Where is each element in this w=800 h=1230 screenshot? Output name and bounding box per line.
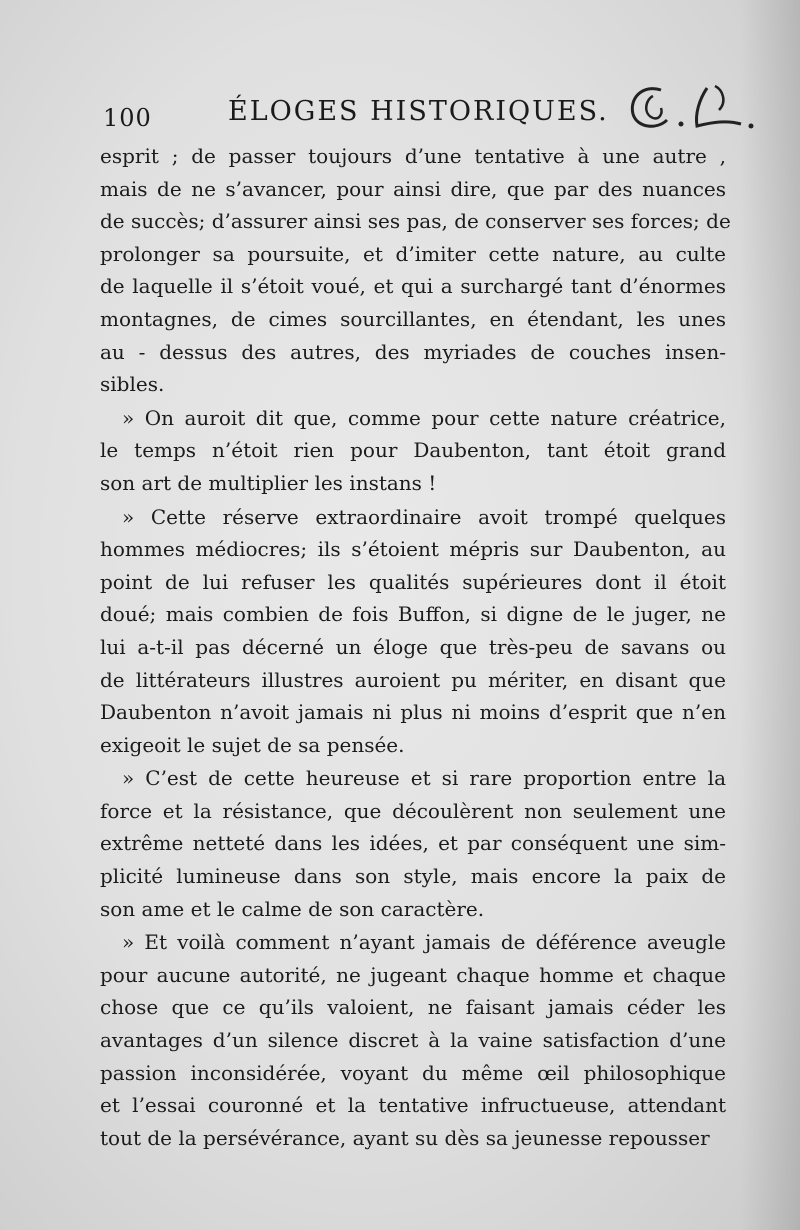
text-line: de succès; d’assurer ainsi ses pas, de conserver ses forces; de: [100, 209, 731, 234]
paragraph: [100, 926, 726, 1154]
page-number: 100: [103, 104, 152, 132]
text-line: mais de ne s’avancer, pour ainsi dire, que par des nuances: [100, 176, 726, 201]
text-line: et l’essai couronné et la tentative infructueuse, attendant: [100, 1093, 726, 1118]
paragraph: [100, 501, 726, 762]
text-line: chose que ce qu’ils valoient, ne faisant jamais céder les: [100, 995, 726, 1020]
page-header: [103, 92, 763, 142]
paragraph: [100, 762, 726, 925]
text-line: » On auroit dit que, comme pour cette nature créatrice,: [122, 405, 726, 430]
paragraph: [100, 140, 731, 401]
text-line: extrême netteté dans les idées, et par conséquent une sim-: [100, 831, 726, 856]
text-line: le temps n’étoit rien pour Daubenton, tant étoit grand: [100, 438, 726, 463]
running-title: ÉLOGES HISTORIQUES.: [228, 96, 609, 127]
text-line: lui a-t-il pas décerné un éloge que très-peu de savans ou: [100, 634, 726, 659]
text-line: » Et voilà comment n’ayant jamais de déférence aveugle: [122, 930, 726, 955]
text-line: Daubenton n’avoit jamais ni plus ni moins d’esprit que n’en: [100, 700, 726, 725]
paragraph: [100, 402, 726, 500]
text-line: doué; mais combien de fois Buffon, si digne de le juger, ne: [100, 602, 726, 627]
text-line: de laquelle il s’étoit voué, et qui a surchargé tant d’énormes: [100, 274, 726, 299]
text-line: sibles.: [100, 372, 165, 397]
text-line: montagnes, de cimes sourcillantes, en étendant, les unes: [100, 306, 726, 331]
text-line: plicité lumineuse dans son style, mais encore la paix de: [100, 864, 726, 889]
text-line: » Cette réserve extraordinaire avoit trompé quelques: [122, 504, 726, 529]
text-line: exigeoit le sujet de sa pensée.: [100, 732, 405, 757]
text-line: hommes médiocres; ils s’étoient mépris sur Daubenton, au: [100, 537, 726, 562]
text-line: au - dessus des autres, des myriades de couches insen-: [100, 339, 726, 364]
text-line: prolonger sa poursuite, et d’imiter cette nature, au culte: [100, 241, 726, 266]
text-line: » C’est de cette heureuse et si rare proportion entre la: [122, 766, 726, 791]
text-line: pour aucune autorité, ne jugeant chaque homme et chaque: [100, 962, 726, 987]
text-line: point de lui refuser les qualités supérieures dont il étoit: [100, 569, 726, 594]
text-line: son art de multiplier les instans !: [100, 470, 437, 495]
body-text: [100, 140, 731, 1155]
text-line: passion inconsidérée, voyant du même œil philosophique: [100, 1060, 726, 1085]
text-line: de littérateurs illustres auroient pu mériter, en disant que: [100, 667, 726, 692]
text-line: force et la résistance, que découlèrent non seulement une: [100, 798, 726, 823]
text-line: son ame et le calme de son caractère.: [100, 896, 485, 921]
library-stamp-handwritten: [623, 80, 763, 136]
text-line: tout de la persévérance, ayant su dès sa jeunesse repousser: [100, 1125, 710, 1150]
text-line: esprit ; de passer toujours d’une tentative à une autre ,: [100, 144, 726, 168]
page-edge-shadow: [740, 0, 800, 1230]
text-line: avantages d’un silence discret à la vaine satisfaction d’une: [100, 1028, 726, 1053]
